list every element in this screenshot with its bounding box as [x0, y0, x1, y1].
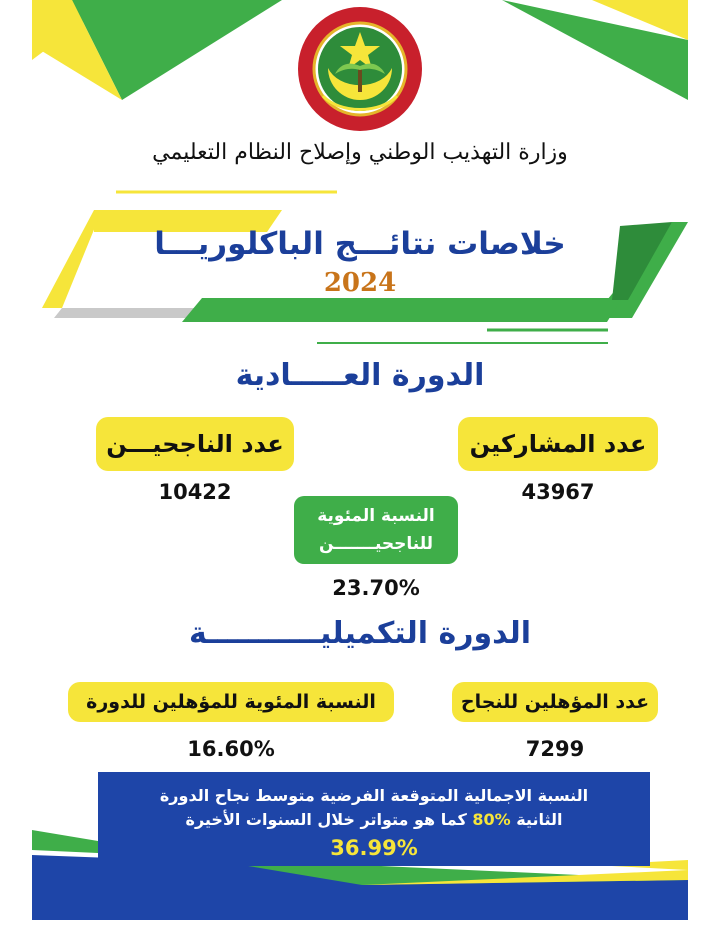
- poster: [32, 0, 688, 920]
- regular-session-title: الدورة العـــــادية: [235, 358, 485, 393]
- banner-year: 2024: [323, 268, 397, 298]
- pass-rate-value: 23.70%: [332, 576, 420, 600]
- pass-rate-label: [294, 496, 458, 564]
- qualified-rate-label: النسبة المئوية للمؤهلين للدورة: [68, 682, 394, 722]
- expected-total-box: [98, 772, 650, 866]
- expected-total-line2-part2: كما هو متواتر خلال السنوات الأخيرة: [185, 810, 467, 829]
- pass-rate-label-line2: للناجحيـــــــن: [318, 534, 434, 554]
- mauritania-seal-icon: [295, 4, 425, 134]
- expected-total-highlight: 80%: [472, 810, 511, 829]
- banner-title: خلاصات نتائـــج الباكلوريـــا: [154, 226, 566, 262]
- passed-label: عدد الناجحيـــن: [96, 417, 294, 471]
- expected-total-value: 36.99%: [330, 836, 418, 860]
- qualified-count-value: 7299: [525, 737, 585, 761]
- ministry-name: وزارة التهذيب الوطني وإصلاح النظام التعليمي: [152, 140, 568, 165]
- expected-total-line2: [98, 808, 650, 832]
- qualified-rate-value: 16.60%: [187, 737, 275, 761]
- participants-label: عدد المشاركين: [458, 417, 658, 471]
- expected-total-line1: النسبة الاجمالية المتوقعة الفرضية متوسط نجاح الدورة: [159, 786, 589, 805]
- participants-value: 43967: [521, 480, 595, 504]
- qualified-count-label: عدد المؤهلين للنجاح: [452, 682, 658, 722]
- passed-value: 10422: [158, 480, 232, 504]
- expected-total-line2-part1: الثانية: [516, 810, 563, 829]
- supplementary-session-title: الدورة التكميليـــــــــــة: [188, 616, 532, 651]
- pass-rate-label-line1: النسبة المئوية: [317, 506, 435, 526]
